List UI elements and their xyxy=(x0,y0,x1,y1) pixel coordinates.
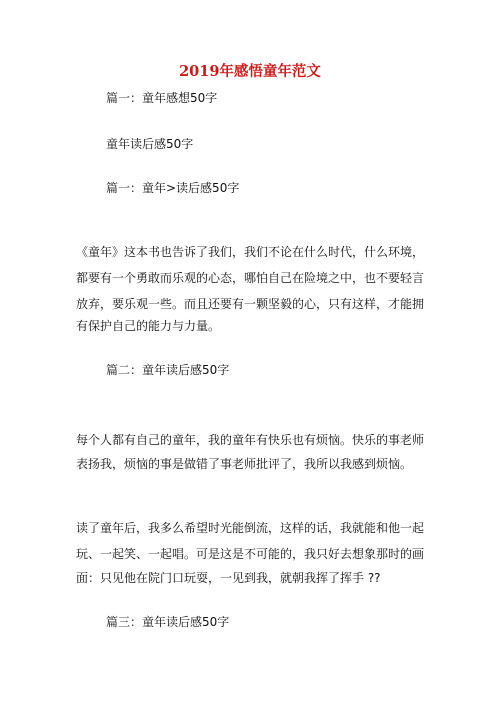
section-heading-4: 篇二：童年读后感50字 xyxy=(106,363,230,377)
paragraph-line: 玩、一起笑、一起唱。可是这是不可能的，我只好去想象那时的画 xyxy=(76,547,425,561)
paragraph-line: 有保护自己的能力与力量。 xyxy=(76,319,221,333)
paragraph-line: 面：只见他在院门口玩耍，一见到我，就朝我挥了挥手 ?? xyxy=(76,571,381,585)
paragraph-line: 放弃，要乐观一些。而且还要有一颗坚毅的心，只有这样，才能拥 xyxy=(76,297,425,311)
section-heading-3: 篇一：童年>读后感50字 xyxy=(106,181,240,195)
section-heading-2: 童年读后感50字 xyxy=(106,137,194,151)
paragraph-line: 表扬我，烦恼的事是做错了事老师批评了，我所以我感到烦恼。 xyxy=(76,457,413,471)
document-title: 2019年感悟童年范文 xyxy=(179,63,321,80)
section-heading-5: 篇三：童年读后感50字 xyxy=(106,615,230,629)
paragraph-line: 《童年》这本书也告诉了我们，我们不论在什么时代，什么环境， xyxy=(76,245,425,259)
paragraph-line: 读了童年后，我多么希望时光能倒流，这样的话，我就能和他一起 xyxy=(76,521,425,535)
paragraph-line: 都要有一个勇敢而乐观的心态，哪怕自己在险境之中，也不要轻言 xyxy=(76,271,425,285)
paragraph-line: 每个人都有自己的童年，我的童年有快乐也有烦恼。快乐的事老师 xyxy=(76,433,425,447)
section-heading-1: 篇一：童年感想50字 xyxy=(106,91,218,105)
